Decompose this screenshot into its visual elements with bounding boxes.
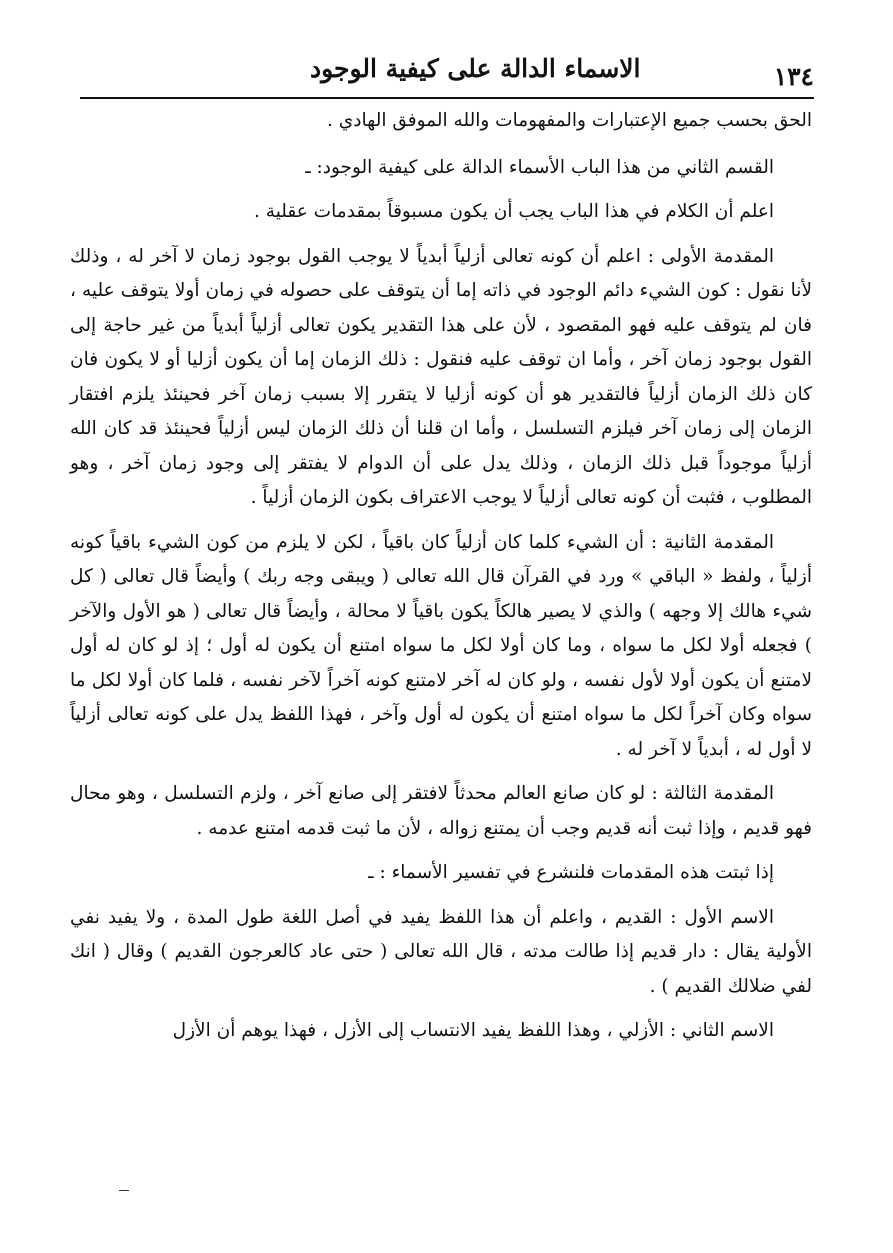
paragraph-second-premise: المقدمة الثانية : أن الشيء كلما كان أزلياً كان باقياً ، لكن لا يلزم من كون الشيء باقياً كونه أزلياً ، ولفظ « الباقي » ورد في القرآن قال الله تعالى ( ويبقى وجه ربك ) وأيضاً قال تعالى ( كل شيء هالك إلا وجهه ) والذي لا يصير هالكاً يكون باقياً لا محالة ، وأيضاً قال تعالى ( هو الأول والآخر ) فجعله أولا لكل ما سواه ، وما كان أولا لكل ما سواه امتنع أن يكون له أول ؛ إذ لو كان له أول لامتنع أن يكون أولا لأول نفسه ، ولو كان له آخر لامتنع كونه آخراً لآخر نفسه ، فلما كان أولا لكل ما سواه وكان آخراً لكل ما سواه امتنع أن يكون له أول وآخر ، فهذا اللفظ يدل على كونه تعالى أزلياً لا أول له ، أبدياً لا آخر له . bbox=[70, 531, 812, 760]
page-header bbox=[80, 54, 814, 94]
body-text bbox=[70, 104, 812, 1059]
running-title: الاسماء الدالة على كيفية الوجود bbox=[310, 54, 641, 83]
paragraph-section-heading: القسم الثاني من هذا الباب الأسماء الدالة على كيفية الوجود: ـ bbox=[305, 156, 774, 178]
paragraph-first-name: الاسم الأول : القديم ، واعلم أن هذا اللفظ يفيد في أصل اللغة طول المدة ، ولا يفيد نفي الأولية يقال : دار قديم إذا طالت مدته ، قال الله تعالى ( حتى عاد كالعرجون القديم ) وقال ( انك لفي ضلالك القديم ) . bbox=[70, 906, 812, 997]
paragraph-introduction: اعلم أن الكلام في هذا الباب يجب أن يكون مسبوقاً بمقدمات عقلية . bbox=[254, 201, 774, 222]
paragraph-first-premise: المقدمة الأولى : اعلم أن كونه تعالى أزلياً أبدياً لا يوجب القول بوجود زمان لا آخر له ، وذلك لأنا نقول : كون الشيء دائم الوجود في ذاته إما أن يتوقف على حصوله في زمان أولا يتوقف عليه ، فان لم يتوقف عليه فهو المقصود ، لأن على هذا التقدير يكون تعالى أزلياً أبدياً من غير حاجة إلى القول بوجود زمان آخر ، وأما ان توقف عليه فنقول : ذلك الزمان إما أن يكون أزليا أو لا يكون فان كان ذلك الزمان أزلياً فالتقدير هو أن كونه أزليا لا يتقرر إلا بسبب زمان آخر فحينئذ يلزم افتقار الزمان إلى زمان آخر فيلزم التسلسل ، وأما ان قلنا أن ذلك الزمان ليس أزلياً فحينئذ قد كان الله أزلياً موجوداً قبل ذلك الزمان ، وذلك يدل على أن الدوام لا يفتقر إلى وجود زمان آخر ، وهو المطلوب ، فثبت أن كونه تعالى أزلياً لا يوجب الاعتراف بكون الزمان أزلياً . bbox=[70, 245, 812, 508]
header-divider bbox=[80, 97, 814, 99]
paragraph-second-name: الاسم الثاني : الأزلي ، وهذا اللفظ يفيد الانتساب إلى الأزل ، فهذا يوهم أن الأزل bbox=[172, 1020, 774, 1041]
paragraph-transition: إذا ثبتت هذه المقدمات فلنشرع في تفسير الأسماء : ـ bbox=[368, 862, 774, 883]
paragraph-opening-line: الحق بحسب جميع الإعتبارات والمفهومات والله الموفق الهادي . bbox=[327, 110, 812, 131]
paragraph-third-premise: المقدمة الثالثة : لو كان صانع العالم محدثاً لافتقر إلى صانع آخر ، ولزم التسلسل ، وهو محال فهو قديم ، وإذا ثبت أنه قديم وجب أن يمتنع زواله ، لأن ما ثبت قدمه امتنع عدمه . bbox=[70, 783, 812, 839]
page-number: ١٣٤ bbox=[773, 62, 814, 91]
stray-print-mark bbox=[119, 1190, 129, 1191]
